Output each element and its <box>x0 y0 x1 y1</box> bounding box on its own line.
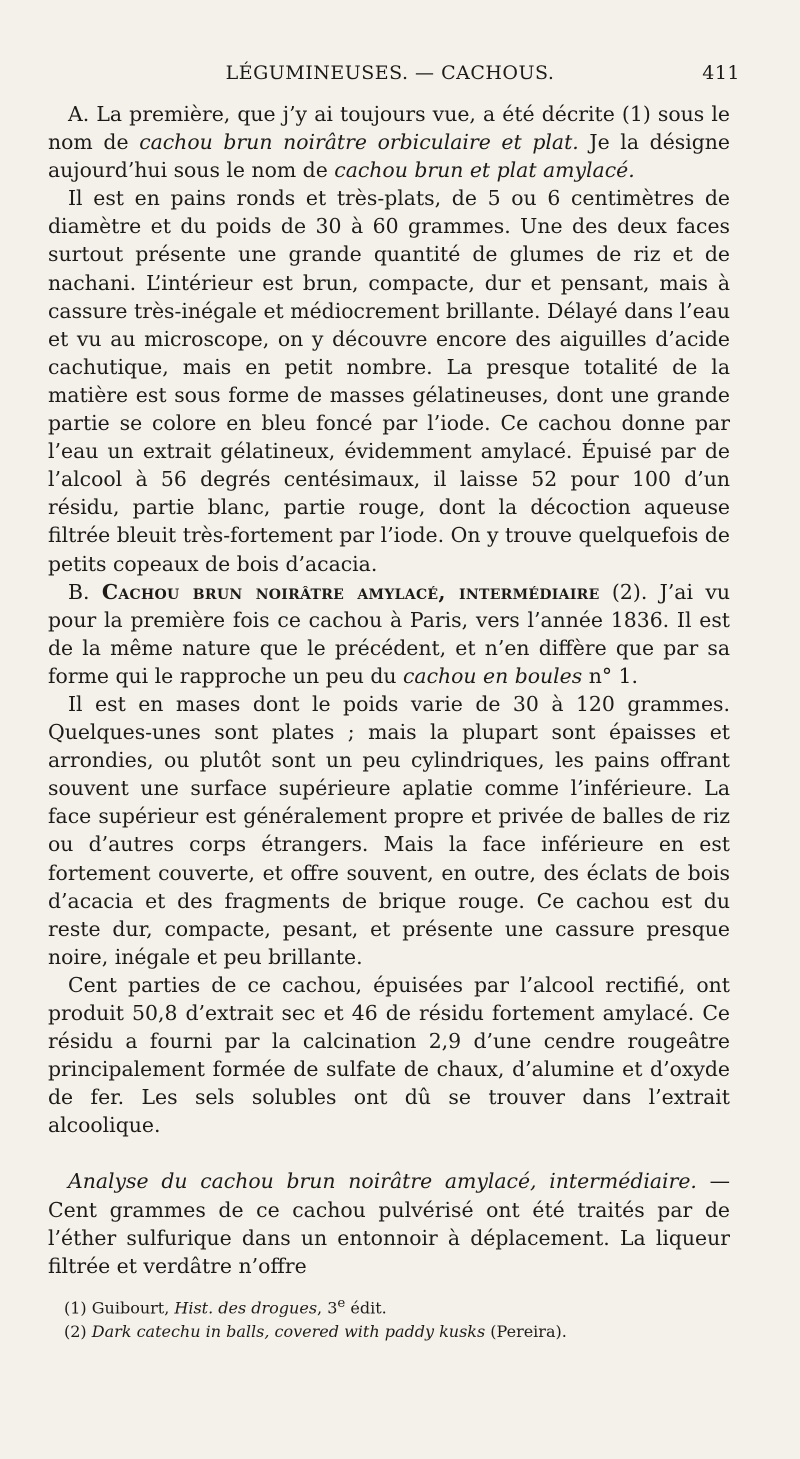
paragraph-description-a: Il est en pains ronds et très-plats, de 5 ou 6 centimètres de diamètre et du poids de 30 à 60 grammes. Une des deux faces surtout présente une grande quantité de glumes de riz et de nachani. L’intérieur est brun, compacte, dur et pensant, mais à cassure très-inégale et médiocrement brillante. Délayé dans l’eau et vu au microscope, on y découvre encore des aiguilles d’acide cachutique, mais en petit nombre. La presque totalité de la matière est sous forme de masses gélatineuses, dont une grande partie se colore en bleu foncé par l’iode. Ce cachou donne par l’eau un extrait gélatineux, évidemment amylacé. Épuisé par de l’alcool à 56 degrés centésimaux, il laisse 52 pour 100 d’un résidu, partie blanc, partie rouge, dont la décoction aqueuse filtrée bleuit très-fortement par l’iode. On y trouve quelquefois de petits copeaux de bois d’acacia. <box>48 186 730 576</box>
paragraph-analysis <box>48 1167 730 1279</box>
footnote-text: Guibourt, <box>86 1298 175 1318</box>
paragraph-description-b: Il est en mases dont le poids varie de 30 à 120 grammes. Quelques-unes sont plates ; mais la plupart sont épaisses et arrondies, ou plutôt sont un peu cylindriques, les pains offrant souvent une surface supérieure aplatie comme l’inférieure. La face supérieur est généralement propre et privée de balles de riz ou d’autres corps étrangers. Mais la face inférieure en est fortement couverte, et offre souvent, en outre, des éclats de bois d’acacia et des fragments de brique rouge. Ce cachou est du reste dur, compacte, pesant, et présente une cassure presque noire, inégale et peu brillante. <box>48 691 730 969</box>
analysis-heading: Analyse du cachou brun noirâtre amylacé, intermédiaire. <box>68 1169 697 1194</box>
section-label-b: B. <box>68 579 90 604</box>
running-title: LÉGUMINEUSES. — CACHOUS. <box>225 62 555 84</box>
paragraph-text: La première, que j’y ai toujours vue, a été décrite (1) sous le nom de <box>48 102 730 155</box>
italic-term: cachou brun et plat amylacé. <box>334 158 635 183</box>
italic-term: cachou en boules <box>403 663 583 688</box>
paragraph-text: Je la désigne aujourd’hui sous le nom de <box>48 130 730 183</box>
paragraph-analysis-alcohol: Cent parties de ce cachou, épuisées par l’alcool rectifié, ont produit 50,8 d’extrait sec et 46 de résidu fortement amylacé. Ce résidu a fourni par la calcination 2,9 d’une cendre rougeâtre principalement formée de sulfate de chaux, d’alumine et d’oxyde de fer. Les sels solubles ont dû se trouver dans l’extrait alcoolique. <box>48 972 730 1138</box>
paragraph-gap <box>48 1139 730 1167</box>
page-number: 411 <box>702 62 740 84</box>
footnote-1 <box>64 1292 730 1320</box>
section-heading: Cachou brun noirâtre amylacé, intermédiaire <box>101 579 600 604</box>
footnote-text: (Pereira). <box>485 1322 567 1342</box>
paragraph-text: — Cent grammes de ce cachou pulvérisé ont été traités par de l’éther sulfurique dans un entonnoir à déplacement. La liqueur filtrée et verdâtre n’offre <box>48 1169 730 1278</box>
paragraph-text: (2). J’ai vu pour la première fois ce cachou à Paris, vers l’année 1836. Il est de la même nature que le précédent, et n’en diffère que par sa forme qui le rapproche un peu du <box>48 579 730 688</box>
footnote-italic: Dark catechu in balls, covered with paddy kusks <box>91 1322 486 1342</box>
footnote-mark: (1) <box>64 1298 87 1318</box>
paragraph-a <box>48 100 730 184</box>
italic-term: cachou brun noirâtre orbiculaire et plat. <box>139 130 579 155</box>
running-header <box>40 62 740 92</box>
footnotes <box>64 1292 730 1344</box>
footnote-2 <box>64 1320 730 1344</box>
footnote-italic: Hist. des drogues <box>174 1298 318 1318</box>
body-text <box>48 100 730 1280</box>
footnote-mark: (2) <box>64 1322 87 1342</box>
footnote-sup: e <box>337 1296 346 1311</box>
paragraph-b <box>48 578 730 690</box>
footnote-text: , 3 <box>317 1298 338 1318</box>
footnote-text: édit. <box>345 1298 387 1318</box>
section-label-a: A. <box>68 102 90 126</box>
paragraph-text: n° 1. <box>582 663 638 688</box>
